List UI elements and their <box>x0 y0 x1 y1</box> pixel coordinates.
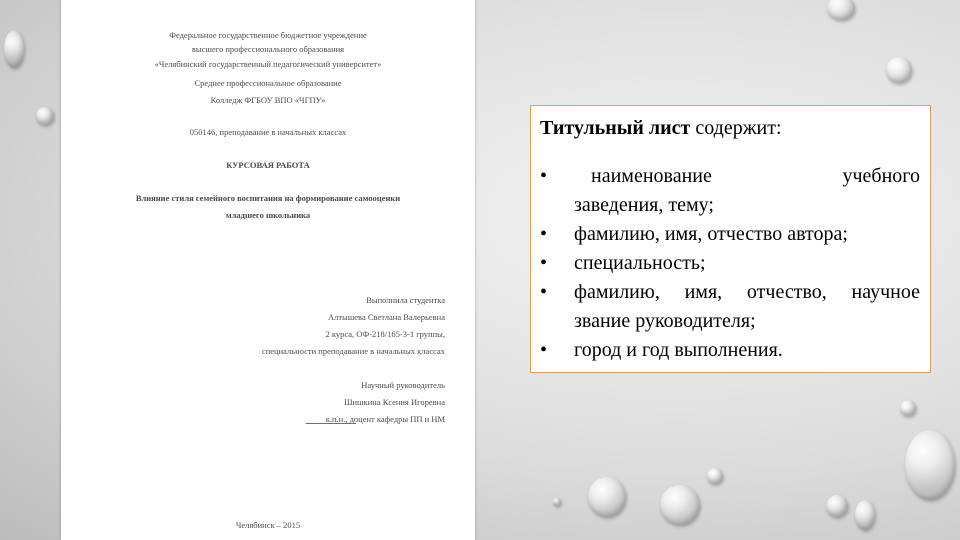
student-line: специальности преподавание в начальных классах <box>261 346 445 356</box>
list-item-text: фамилию, имя, отчество автора; <box>574 223 848 245</box>
org-line: Колледж ФГБОУ ВПО «ЧГПУ» <box>210 95 326 105</box>
water-drop <box>855 500 875 530</box>
list-item <box>540 278 920 336</box>
title-page-contents-box <box>530 105 931 373</box>
water-drop <box>36 107 54 125</box>
org-line: Среднее профессиональное образование <box>194 78 342 88</box>
bullet-icon: • <box>540 165 548 187</box>
org-line: «Челябинский государственный педагогический университет» <box>154 59 382 69</box>
water-drop <box>660 485 700 525</box>
student-line: Алтышева Светлана Валерьевна <box>327 312 445 322</box>
contents-list <box>540 162 920 365</box>
advisor-line: к.п.н., доцент кафедры ПП и НМ <box>325 414 445 424</box>
list-item-text: фамилию, имя, отчество, научное звание руководителя; <box>574 281 920 332</box>
topic-line: Влияние стиля семейного воспитания на формирование самооценки <box>135 193 401 203</box>
list-item-text: специальность; <box>574 252 706 274</box>
advisor-line: Научный руководитель <box>361 380 445 390</box>
bullet-icon: • <box>540 281 548 303</box>
org-line: высшего профессионального образования <box>191 44 345 54</box>
list-item-word: учебного <box>842 165 920 187</box>
box-heading <box>540 114 920 143</box>
water-drop <box>826 495 848 517</box>
water-drop <box>553 498 561 506</box>
topic-line: младшего школьника <box>225 210 311 220</box>
list-item <box>540 220 920 249</box>
water-drop <box>886 57 912 83</box>
water-drop <box>900 400 916 416</box>
water-drop <box>588 477 626 517</box>
degree-underline <box>306 423 356 424</box>
water-drop <box>4 30 24 68</box>
student-line: 2 курса, ОФ-218/165-3-1 группы, <box>325 329 445 339</box>
list-item-text: город и год выполнения. <box>574 339 783 361</box>
water-drop <box>707 468 723 484</box>
list-item <box>540 336 920 365</box>
title-page-scan <box>61 0 475 540</box>
list-item-word: наименование <box>591 165 712 187</box>
advisor-line: Шишкина Ксения Игоревна <box>343 397 445 407</box>
specialty-code: 050146, преподавание в начальных классах <box>189 127 347 137</box>
work-type: КУРСОВАЯ РАБОТА <box>226 160 310 170</box>
org-line: Федеральное государственное бюджетное учреждение <box>169 30 367 40</box>
list-item <box>540 162 920 220</box>
box-heading-rest: содержит: <box>690 117 782 139</box>
list-item-text: заведения, тему; <box>574 194 714 216</box>
city-year: Челябинск – 2015 <box>235 520 301 530</box>
water-drop <box>905 430 955 500</box>
water-drop <box>827 0 855 20</box>
student-line: Выполнила студентка <box>366 295 445 305</box>
bullet-icon: • <box>540 339 548 361</box>
list-item <box>540 249 920 278</box>
bullet-icon: • <box>540 252 548 274</box>
box-heading-bold: Титульный лист <box>540 117 691 139</box>
bullet-icon: • <box>540 223 548 245</box>
